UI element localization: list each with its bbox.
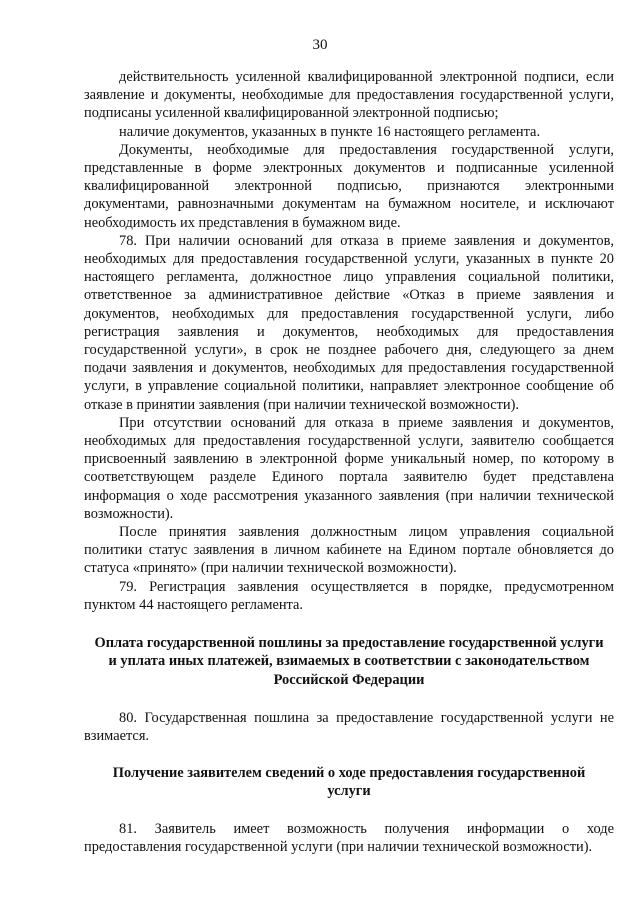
paragraph-documents-presence: наличие документов, указанных в пункте 16 настоящего регламента. bbox=[119, 123, 541, 140]
paragraph-no-refusal-grounds: При отсутствии оснований для отказа в приеме заявления и документов, необходимых для предоставления государственной услуги, заявителю сообщается присвоенный заявлению в электронной форме уникальный номер, по которому в соответствующем разделе Единого портала заявителю будет представлена информация о ходе рассмотрения указанного заявления (при наличии технической возможности). bbox=[84, 414, 614, 522]
paragraph-79-registration: 79. Регистрация заявления осуществляется в порядке, предусмотренном пунктом 44 настоящего регламента. bbox=[84, 578, 614, 613]
paragraph-80-fee: 80. Государственная пошлина за предоставление государственной услуги не взимается. bbox=[84, 709, 614, 744]
paragraph-signature-validity: действительность усиленной квалифицированной электронной подписи, если заявление и документы, необходимые для предоставления государственной услуги, подписаны усиленной квалифицированной электронной подписью; bbox=[84, 69, 614, 122]
paragraph-electronic-documents: Документы, необходимые для предоставления государственной услуги, представленные в форме электронных документов и подписанные усиленной квалифицированной электронной подписью, признаются электронными документами, равнозначными документам на бумажном носителе, и исключают необходимость их представления в бумажном виде. bbox=[84, 141, 614, 231]
page-number: 30 bbox=[312, 37, 328, 53]
paragraph-81-progress-info: 81. Заявитель имеет возможность получения информации о ходе предоставления государственной услуги (при наличии технической возможности). bbox=[84, 820, 614, 855]
section-heading-state-fee: Оплата государственной пошлины за предоставление государственной услуги и уплата иных платежей, взимаемых в соответствии с законодательством Российской Федерации bbox=[94, 635, 604, 688]
paragraph-78-refusal: 78. При наличии оснований для отказа в приеме заявления и документов, необходимых для предоставления государственной услуги, указанных в пункте 20 настоящего регламента, должностное лицо управления социальной политики, ответственное за административное действие «Отказ в приеме заявления и документов, необходимых для предоставления государственной услуги, либо регистрация заявления и документов, необходимых для предоставления государственной услуги», в срок не позднее рабочего дня, следующего за днем подачи заявления и документов, необходимых для предоставления государственной услуги, в управление социальной политики, направляет электронное сообщение об отказе в принятии заявления (при наличии технической возможности). bbox=[84, 232, 614, 413]
section-heading-progress-info: Получение заявителем сведений о ходе предоставления государственной услуги bbox=[112, 765, 586, 800]
document-body bbox=[84, 68, 614, 856]
paragraph-status-accepted: После принятия заявления должностным лицом управления социальной политики статус заявления в личном кабинете на Едином портале обновляется до статуса «принято» (при наличии технической возможности). bbox=[84, 524, 614, 577]
